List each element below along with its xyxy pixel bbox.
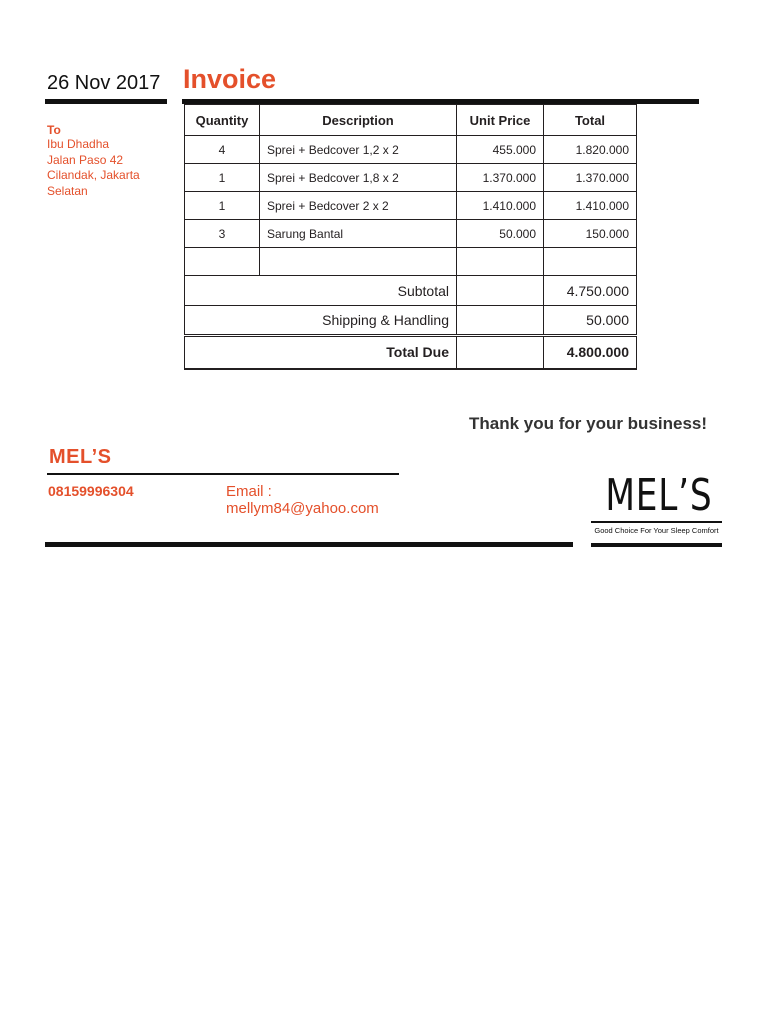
table-row [185, 192, 637, 220]
cell-total [544, 248, 637, 276]
cell-unit-price: 1.410.000 [457, 192, 544, 220]
invoice-table [184, 104, 637, 370]
recipient-address [47, 137, 172, 199]
cell-description: Sprei + Bedcover 1,8 x 2 [260, 164, 457, 192]
shipping-row [185, 306, 637, 336]
recipient-city: Cilandak, Jakarta [47, 168, 140, 182]
company-logo [591, 471, 722, 547]
total-due-value: 4.800.000 [544, 336, 637, 369]
cell-quantity: 4 [185, 136, 260, 164]
date-divider [45, 99, 167, 104]
table-row [185, 136, 637, 164]
company-email: mellym84@yahoo.com [226, 500, 379, 517]
subtotal-row [185, 276, 637, 306]
shipping-spacer [457, 306, 544, 336]
cell-quantity [185, 248, 260, 276]
cell-unit-price: 455.000 [457, 136, 544, 164]
recipient-name: Ibu Dhadha [47, 137, 110, 151]
cell-description: Sprei + Bedcover 2 x 2 [260, 192, 457, 220]
cell-quantity: 3 [185, 220, 260, 248]
thank-you-message: Thank you for your business! [469, 414, 708, 433]
subtotal-value: 4.750.000 [544, 276, 637, 306]
logo-baseline [591, 543, 722, 547]
cell-unit-price [457, 248, 544, 276]
total-due-label: Total Due [185, 336, 457, 369]
header-description: Description [260, 105, 457, 136]
subtotal-spacer [457, 276, 544, 306]
logo-wordmark: MEL’S [605, 470, 713, 521]
invoice-title: Invoice [183, 64, 277, 94]
cell-total: 1.820.000 [544, 136, 637, 164]
email-label: Email : [226, 483, 272, 500]
header-unit-price: Unit Price [457, 105, 544, 136]
footer-divider [45, 542, 573, 547]
company-divider [47, 473, 399, 475]
header-quantity: Quantity [185, 105, 260, 136]
invoice-date: 26 Nov 2017 [47, 72, 161, 94]
company-phone: 08159996304 [48, 483, 134, 499]
cell-quantity: 1 [185, 164, 260, 192]
header-total: Total [544, 105, 637, 136]
cell-total: 150.000 [544, 220, 637, 248]
logo-tagline: Good Choice For Your Sleep Comfort [594, 526, 719, 535]
table-row [185, 220, 637, 248]
cell-description [260, 248, 457, 276]
cell-unit-price: 50.000 [457, 220, 544, 248]
table-header-row [185, 105, 637, 136]
cell-unit-price: 1.370.000 [457, 164, 544, 192]
cell-description: Sprei + Bedcover 1,2 x 2 [260, 136, 457, 164]
total-due-row [185, 336, 637, 369]
recipient-label: To [47, 123, 61, 137]
cell-total: 1.370.000 [544, 164, 637, 192]
recipient-region: Selatan [47, 183, 88, 198]
logo-divider [591, 521, 722, 523]
shipping-label: Shipping & Handling [185, 306, 457, 336]
company-name: MEL’S [49, 446, 112, 468]
cell-description: Sarung Bantal [260, 220, 457, 248]
subtotal-label: Subtotal [185, 276, 457, 306]
recipient-street: Jalan Paso 42 [47, 152, 124, 167]
cell-total: 1.410.000 [544, 192, 637, 220]
table-row-empty [185, 248, 637, 276]
total-due-spacer [457, 336, 544, 369]
table-row [185, 164, 637, 192]
cell-quantity: 1 [185, 192, 260, 220]
shipping-value: 50.000 [544, 306, 637, 336]
